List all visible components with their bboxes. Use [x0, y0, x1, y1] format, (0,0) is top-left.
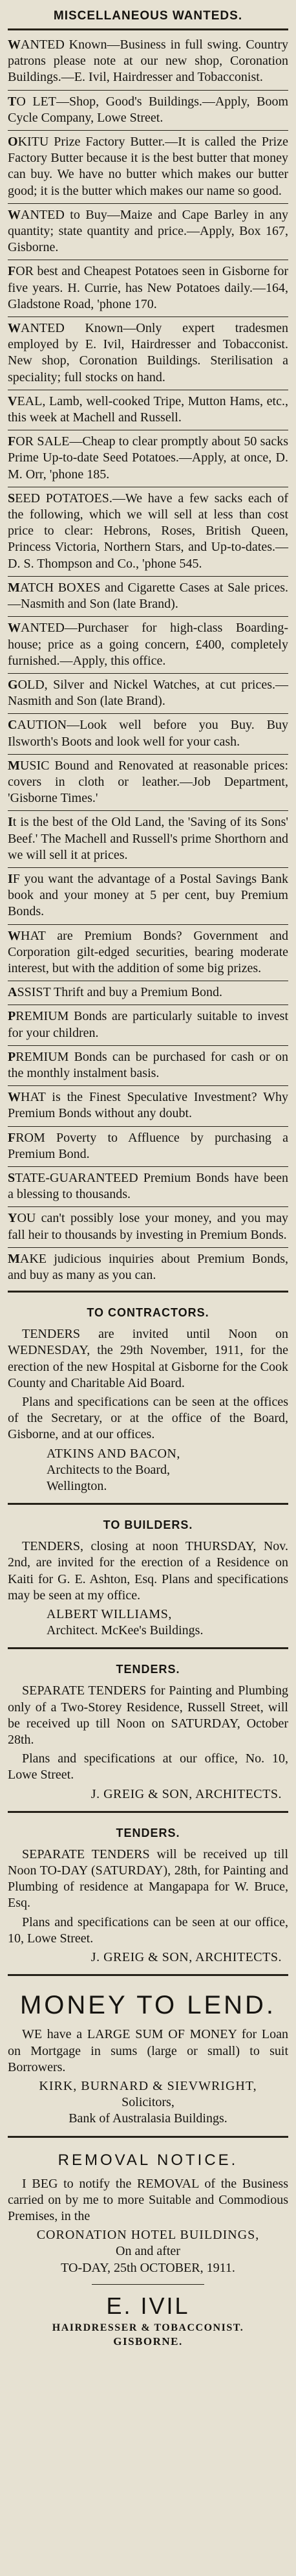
classified-ad: PREMIUM Bonds are particularly suitable to invest for your children.	[8, 1005, 288, 1045]
classified-ad: GOLD, Silver and Nickel Watches, at cut prices.—Nasmith and Son (late Brand).	[8, 674, 288, 714]
contractors-signature-role: Architects to the Board,	[47, 1462, 171, 1477]
classified-ads-list	[8, 34, 288, 1287]
divider	[8, 28, 288, 30]
tenders-signature: J. GREIG & SON, ARCHITECTS.	[90, 1950, 282, 1965]
classified-ad: MAKE judicious inquiries about Premium Bonds, and buy as many as you can.	[8, 1251, 288, 1282]
tenders-body-2: Plans and specifications at our office, No. 10, Lowe Street.	[8, 1751, 288, 1782]
divider	[8, 1503, 288, 1505]
classified-ad: WANTED Known—Only expert tradesmen employed by E. Ivil, Hairdresser and Tobacconist. New shop, Coronation Buildings. Sterilisation a speciality; full stocks on hand.	[8, 317, 288, 390]
builders-heading: TO BUILDERS.	[103, 1518, 193, 1532]
classified-ad: FOR SALE—Cheap to clear promptly about 50 sacks Prime Up-to-date Seed Potatoes.—Apply, at once, D. M. Orr, 'phone 185.	[8, 430, 288, 487]
divider	[8, 1291, 288, 1293]
classified-ad: WHAT are Premium Bonds? Government and Corporation gilt-edged securities, bearing moderate interest, but with the addition of some big prizes.	[8, 925, 288, 982]
builders-notice	[8, 1508, 288, 1644]
classified-ad: SEED POTATOES.—We have a few sacks each of the following, which we will sell at less than cost price to clear: Hebrons, Roses, British Queen, Princess Victoria, Northern Stars, and Up-to-dates.—D. S. Thompson and Co., 'phone 545.	[8, 487, 288, 577]
money-body: WE have a LARGE SUM OF MONEY for Loan on Mortgage in sums (large or small) to suit Borrowers.	[8, 2027, 288, 2074]
contractors-body: TENDERS are invited until Noon on WEDNESDAY, the 29th November, 1911, for the erection of the new Hospital at Gisborne for the Cook County and Charitable Aid Board.	[8, 1327, 288, 1390]
classified-ad: It is the best of the Old Land, the 'Saving of its Sons' Beef.' The Machell and Russell's prime Shorthorn and we will sell it at prices.	[8, 811, 288, 868]
tenders-heading-2: TENDERS.	[116, 1826, 180, 1839]
removal-body: I BEG to notify the REMOVAL of the Business carried on by me to more Suitable and Commodious Premises, in the	[8, 2176, 288, 2223]
classified-ad: CAUTION—Look well before you Buy. Buy Ilsworth's Boots and look well for your cash.	[8, 714, 288, 754]
classified-ad: TO LET—Shop, Good's Buildings.—Apply, Boom Cycle Company, Lowe Street.	[8, 91, 288, 131]
divider	[8, 1974, 288, 1976]
removal-place: CORONATION HOTEL BUILDINGS,	[36, 2228, 260, 2243]
removal-trade: HAIRDRESSER & TOBACCONIST.	[52, 2322, 244, 2333]
contractors-body-2: Plans and specifications can be seen at the offices of the Secretary, or at the office of the Board, Gisborne, and at our offices.	[8, 1395, 288, 1442]
money-to-lend-notice	[8, 1979, 288, 2132]
divider	[92, 2284, 204, 2285]
tenders-notice-2	[8, 1816, 288, 1971]
tenders-body-2: Plans and specifications can be seen at our office, 10, Lowe Street.	[8, 1915, 288, 1946]
builders-signature-role: Architect. McKee's Buildings.	[47, 1623, 204, 1638]
money-role: Solicitors,	[122, 2095, 174, 2110]
classified-ad: OKITU Prize Factory Butter.—It is called the Prize Factory Butter because it is the best butter that money can buy. We have no butter which makes our butter good; it is the butter which makes our name so good.	[8, 131, 288, 204]
money-bank: Bank of Australasia Buildings.	[69, 2111, 227, 2126]
removal-title: REMOVAL NOTICE.	[58, 2151, 238, 2169]
removal-firm: E. IVIL	[106, 2292, 190, 2319]
builders-signature: ALBERT WILLIAMS,	[47, 1607, 172, 1622]
classified-ad: IF you want the advantage of a Postal Savings Bank book and your money at 5 per cent, buy Premium Bonds.	[8, 868, 288, 925]
classified-ad: VEAL, Lamb, well-cooked Tripe, Mutton Hams, etc., this week at Machell and Russell.	[8, 390, 288, 430]
removal-notice	[8, 2141, 288, 2353]
tenders-body: SEPARATE TENDERS for Painting and Plumbing only of a Two-Storey Residence, Russell Street, will be received up till Noon on SATURDAY, October 28th.	[8, 1683, 288, 1748]
classified-ad: MUSIC Bound and Renovated at reasonable prices: covers in cloth or leather.—Job Department, 'Gisborne Times.'	[8, 755, 288, 812]
contractors-heading: TO CONTRACTORS.	[87, 1306, 209, 1320]
classified-ad: WANTED to Buy—Maize and Cape Barley in any quantity; state quantity and price.—Apply, Box 167, Gisborne.	[8, 204, 288, 261]
divider	[8, 1647, 288, 1649]
classified-ad: FROM Poverty to Affluence by purchasing a Premium Bond.	[8, 1127, 288, 1167]
money-title: MONEY TO LEND.	[19, 1991, 277, 2020]
tenders-heading: TENDERS.	[116, 1663, 180, 1676]
classified-ad: WHAT is the Finest Speculative Investment? Why Premium Bonds without any doubt.	[8, 1086, 288, 1126]
contractors-signature: ATKINS AND BACON,	[47, 1446, 180, 1461]
classified-ad: WANTED Known—Business in full swing. Country patrons please note at our new shop, Coronation Buildings.—E. Ivil, Hairdresser and Tobacconist.	[8, 34, 288, 91]
money-firm: KIRK, BURNARD & SIEVWRIGHT,	[39, 2078, 257, 2093]
classified-ad: WANTED—Purchaser for high-class Boarding-house; price as a going concern, £400, completely furnished.—Apply, this office.	[8, 617, 288, 674]
classified-ad: ASSIST Thrift and buy a Premium Bond.	[8, 981, 288, 1005]
classified-ad: FOR best and Cheapest Potatoes seen in Gisborne for five years. H. Currie, has New Potatoes daily.—164, Gladstone Road, 'phone 170.	[8, 260, 288, 317]
divider	[8, 1811, 288, 1813]
column-title: MISCELLANEOUS WANTEDS.	[53, 9, 243, 23]
contractors-notice	[8, 1296, 288, 1500]
tenders-body: SEPARATE TENDERS will be received up till Noon TO-DAY (SATURDAY), 28th, for Painting and Plumbing of residence at Mangapapa for W. Bruce, Esq.	[8, 1847, 288, 1911]
removal-town: GISBORNE.	[113, 2335, 183, 2348]
tenders-signature: J. GREIG & SON, ARCHITECTS.	[90, 1786, 282, 1801]
builders-body: TENDERS, closing at noon THURSDAY, Nov. 2nd, are invited for the erection of a Residence on Kaiti for G. E. Ashton, Esq. Plans and specifications may be seen at my office.	[8, 1539, 288, 1603]
classified-ad: STATE-GUARANTEED Premium Bonds have been a blessing to thousands.	[8, 1167, 288, 1207]
tenders-notice	[8, 1652, 288, 1807]
divider	[8, 2136, 288, 2138]
classified-ad: YOU can't possibly lose your money, and you may fall heir to thousands by investing in Premium Bonds.	[8, 1207, 288, 1247]
contractors-signature-place: Wellington.	[47, 1479, 107, 1494]
removal-date: TO-DAY, 25th OCTOBER, 1911.	[61, 2260, 235, 2275]
removal-date-label: On and after	[116, 2244, 180, 2259]
classified-ad: PREMIUM Bonds can be purchased for cash or on the monthly instalment basis.	[8, 1046, 288, 1086]
classified-ad: MATCH BOXES and Cigarette Cases at Sale prices.—Nasmith and Son (late Brand).	[8, 577, 288, 617]
